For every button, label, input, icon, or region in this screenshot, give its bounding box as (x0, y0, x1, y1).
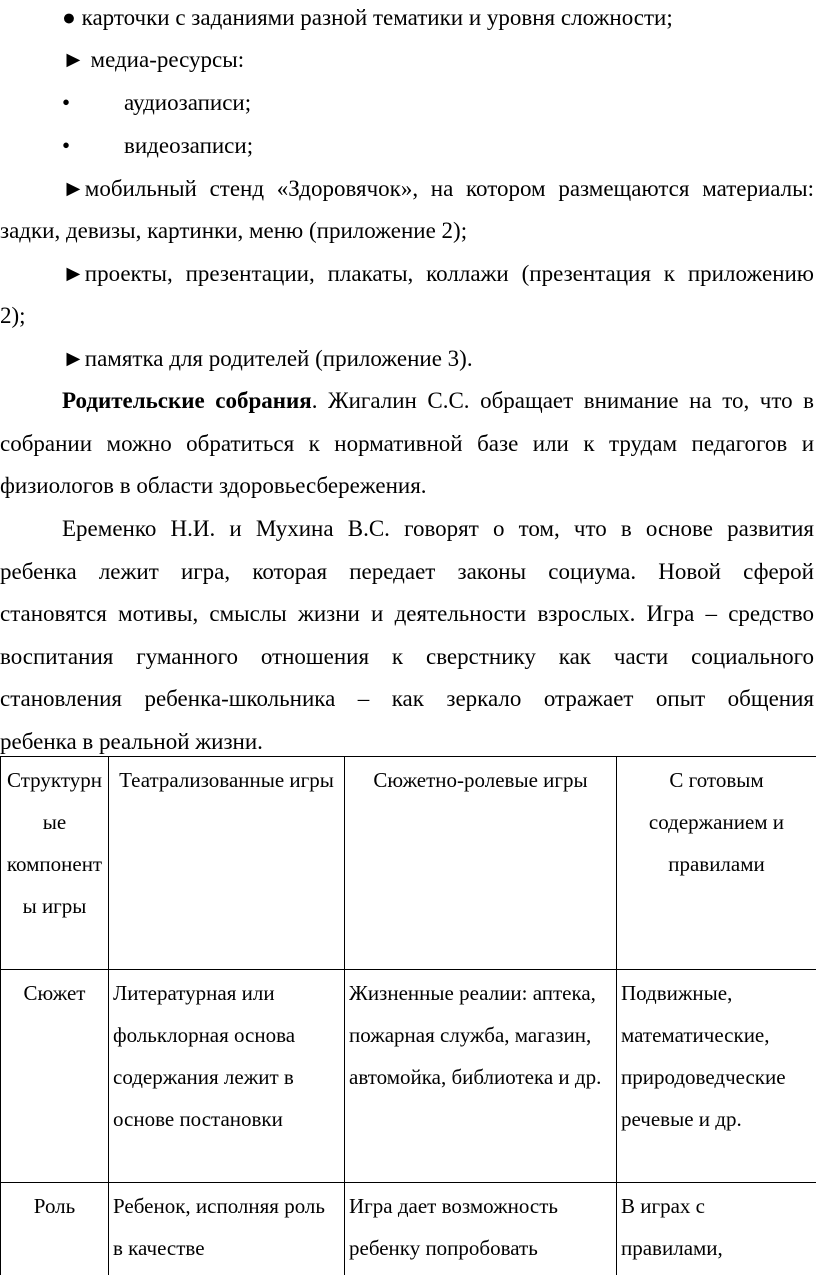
table-cell: В играх с правилами, (617, 1183, 816, 1275)
list-item-projects-line1: ►проекты, презентации, плакаты, коллажи (презентация к приложению (62, 259, 814, 289)
table-cell: Игра дает возможность ребенку попробовать (345, 1183, 617, 1275)
table-row-label: Роль (1, 1183, 109, 1275)
paragraph-meetings-line2: собрании можно обратиться к нормативной базе или к трудам педагогов и (0, 429, 814, 459)
list-item-cards: ● карточки с заданиями разной тематики и уровня сложности; (62, 3, 673, 33)
list-item-projects-line2: 2); (0, 301, 26, 331)
table-cell: Ребенок, исполняя роль в качестве (109, 1183, 345, 1275)
paragraph-game-line4: воспитания гуманного отношения к сверстнику как части социального (0, 642, 814, 672)
table-row (1, 1183, 816, 1275)
list-item-stand-line1: ►мобильный стенд «Здоровячок», на котором размещаются материалы: (62, 174, 814, 204)
table-header-cell: Театрализованные игры (109, 757, 345, 970)
list-item-memo: ►памятка для родителей (приложение 3). (62, 344, 473, 374)
list-subitem-audio: аудиозаписи; (124, 88, 251, 118)
table-header-row (1, 757, 816, 970)
table-cell: Литературная или фольклорная основа содержания лежит в основе постановки (109, 970, 345, 1183)
paragraph-game-line3: становятся мотивы, смыслы жизни и деятельности взрослых. Игра – средство (0, 599, 814, 629)
paragraph-meetings-rest: . Жигалин С.С. обращает внимание на то, что в (312, 388, 814, 413)
table-header-cell: Структурные компоненты игры (1, 757, 109, 970)
paragraph-game-line6: ребенка в реальной жизни. (0, 727, 263, 757)
table-row-label: Сюжет (1, 970, 109, 1183)
paragraph-meetings-line3: физиологов в области здоровьесбережения. (0, 471, 427, 501)
paragraph-game-line2: ребенка лежит игра, которая передает законы социума. Новой сферой (0, 557, 814, 587)
list-item-media: ► медиа-ресурсы: (62, 45, 244, 75)
paragraph-game-line5: становления ребенка-школьника – как зеркало отражает опыт общения (0, 684, 814, 714)
games-table (0, 756, 816, 1275)
sub-bullet-video: • (62, 131, 70, 161)
table-row (1, 970, 816, 1183)
table-cell: Подвижные, математические, природоведческие речевые и др. (617, 970, 816, 1183)
list-item-stand-line2: задки, девизы, картинки, меню (приложение 2); (0, 216, 467, 246)
table-cell: Жизненные реалии: аптека, пожарная служба, магазин, автомойка, библиотека и др. (345, 970, 617, 1183)
table-header-cell: Сюжетно-ролевые игры (345, 757, 617, 970)
paragraph-meetings-line1 (62, 386, 814, 416)
paragraph-game-line1: Еременко Н.И. и Мухина В.С. говорят о том, что в основе развития (62, 514, 814, 544)
list-subitem-video: видеозаписи; (124, 131, 253, 161)
sub-bullet-audio: • (62, 88, 70, 118)
table-header-cell: С готовым содержанием и правилами (617, 757, 816, 970)
paragraph-meetings-lead: Родительские собрания (62, 388, 312, 413)
